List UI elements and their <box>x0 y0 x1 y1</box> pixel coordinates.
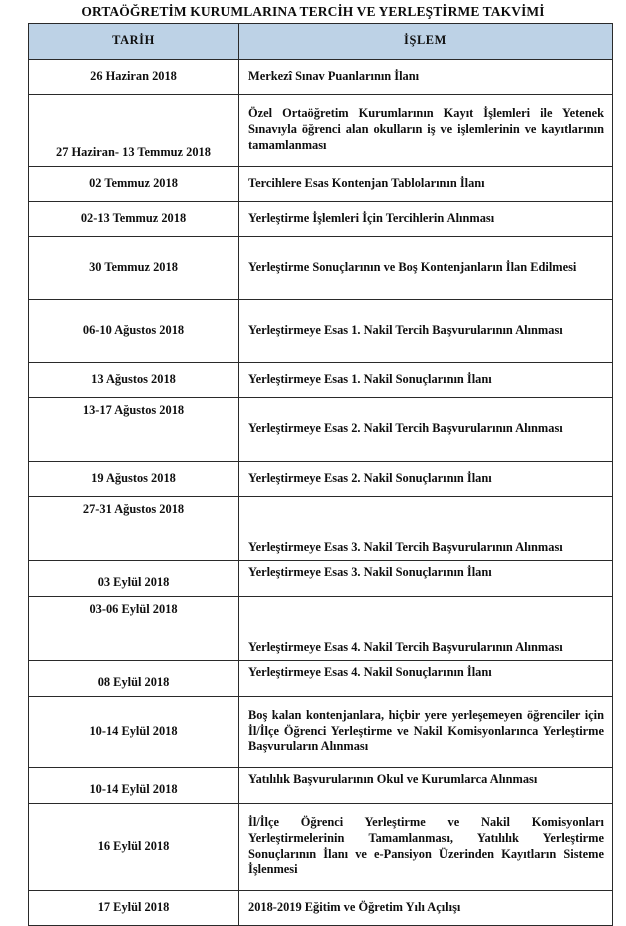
table-row <box>29 596 613 660</box>
calendar-table-container <box>28 23 612 926</box>
cell-date: 16 Eylül 2018 <box>29 803 239 890</box>
cell-task: Tercihlere Esas Kontenjan Tablolarının İlanı <box>239 166 613 201</box>
cell-task: Yerleştirmeye Esas 1. Nakil Sonuçlarının İlanı <box>239 362 613 397</box>
cell-task: Yerleştirmeye Esas 3. Nakil Tercih Başvurularının Alınması <box>239 496 613 560</box>
table-row <box>29 461 613 496</box>
page-title: ORTAÖĞRETİM KURUMLARINA TERCİH VE YERLEŞTİRME TAKVİMİ <box>81 4 545 19</box>
cell-task: Merkezî Sınav Puanlarının İlanı <box>239 59 613 94</box>
cell-task: Yerleştirmeye Esas 3. Nakil Sonuçlarının İlanı <box>239 560 613 596</box>
cell-task: Yerleştirmeye Esas 4. Nakil Sonuçlarının İlanı <box>239 660 613 696</box>
column-header-date: TARİH <box>29 23 239 59</box>
table-row <box>29 236 613 299</box>
cell-task: Yerleştirme Sonuçlarının ve Boş Kontenjanların İlan Edilmesi <box>239 236 613 299</box>
table-row <box>29 397 613 461</box>
cell-task: Yerleştirmeye Esas 2. Nakil Tercih Başvurularının Alınması <box>239 397 613 461</box>
cell-task: Yerleştirmeye Esas 1. Nakil Tercih Başvurularının Alınması <box>239 299 613 362</box>
table-header <box>29 23 613 59</box>
table-row <box>29 660 613 696</box>
table-body <box>29 59 613 925</box>
cell-date: 06-10 Ağustos 2018 <box>29 299 239 362</box>
cell-date: 13-17 Ağustos 2018 <box>29 397 239 461</box>
table-row <box>29 803 613 890</box>
cell-date: 27-31 Ağustos 2018 <box>29 496 239 560</box>
cell-date: 02 Temmuz 2018 <box>29 166 239 201</box>
cell-task: Özel Ortaöğretim Kurumlarının Kayıt İşlemleri ile Yetenek Sınavıyla öğrenci alan okulların iş ve işlemlerinin ve kayıtlarının tamamlanması <box>239 94 613 166</box>
cell-date: 13 Ağustos 2018 <box>29 362 239 397</box>
cell-task: Yerleştirmeye Esas 4. Nakil Tercih Başvurularının Alınması <box>239 596 613 660</box>
cell-date: 27 Haziran- 13 Temmuz 2018 <box>29 94 239 166</box>
cell-date: 02-13 Temmuz 2018 <box>29 201 239 236</box>
table-row <box>29 94 613 166</box>
table-row <box>29 696 613 767</box>
table-row <box>29 890 613 925</box>
cell-date: 30 Temmuz 2018 <box>29 236 239 299</box>
cell-date: 17 Eylül 2018 <box>29 890 239 925</box>
cell-task: Yerleştirmeye Esas 2. Nakil Sonuçlarının İlanı <box>239 461 613 496</box>
cell-date: 26 Haziran 2018 <box>29 59 239 94</box>
cell-date: 03 Eylül 2018 <box>29 560 239 596</box>
cell-task: Boş kalan kontenjanlara, hiçbir yere yerleşemeyen öğrenciler için İl/İlçe Öğrenci Yerleştirme ve Nakil Komisyonlarınca Yerleştirme Başvuruların Alınması <box>239 696 613 767</box>
cell-date: 10-14 Eylül 2018 <box>29 767 239 803</box>
cell-date: 03-06 Eylül 2018 <box>29 596 239 660</box>
table-row <box>29 362 613 397</box>
table-row <box>29 59 613 94</box>
cell-task: Yatılılık Başvurularının Okul ve Kurumlarca Alınması <box>239 767 613 803</box>
placement-calendar-table <box>28 23 613 926</box>
table-row <box>29 299 613 362</box>
cell-task: Yerleştirme İşlemleri İçin Tercihlerin Alınması <box>239 201 613 236</box>
cell-date: 08 Eylül 2018 <box>29 660 239 696</box>
table-row <box>29 166 613 201</box>
table-header-row <box>29 23 613 59</box>
table-row <box>29 560 613 596</box>
cell-task: İl/İlçe Öğrenci Yerleştirme ve Nakil Komisyonları Yerleştirmelerinin Tamamlanması, Yatılılık Yerleştirme Sonuçlarının İlanı ve e-Pansiyon Üzerinden Kayıtların Sisteme İşlenmesi <box>239 803 613 890</box>
cell-date: 10-14 Eylül 2018 <box>29 696 239 767</box>
cell-task: 2018-2019 Eğitim ve Öğretim Yılı Açılışı <box>239 890 613 925</box>
table-row <box>29 201 613 236</box>
table-row <box>29 496 613 560</box>
cell-date: 19 Ağustos 2018 <box>29 461 239 496</box>
column-header-task: İŞLEM <box>239 23 613 59</box>
table-row <box>29 767 613 803</box>
